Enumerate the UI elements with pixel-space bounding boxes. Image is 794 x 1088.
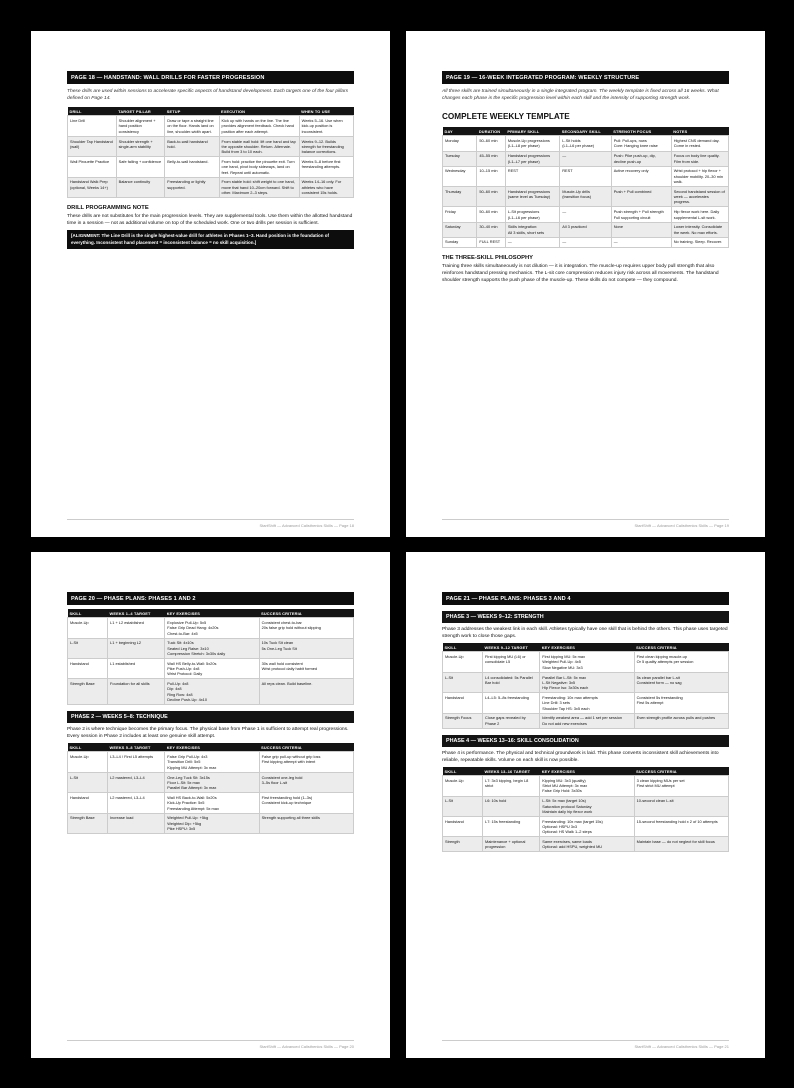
table-cell: Wall HS Belly-to-Wall: 5x20s Pike Push-Up: 4x8 Wrist Protocol: Daily	[165, 658, 259, 678]
table-cell: Muscle-Up progressions (L1–L8 per phase)	[505, 136, 559, 151]
table-cell: Freestanding: 10x max (target 15s) Optional: HSPU 3x3 Optional: HS Walk 1–2 steps	[540, 816, 634, 836]
table-cell: From stable wall hold: lift one hand and tap the opposite shoulder. Return. Alternate. Build from 3 to 10 each.	[219, 136, 299, 156]
table-cell: Muscle-Up	[443, 776, 483, 796]
table-cell: Focus on body line quality. Film from side.	[671, 151, 728, 166]
table-cell: Same exercises, same loads Optional: add HSPU, weighted MU	[540, 837, 634, 852]
document-page-21	[406, 552, 765, 1058]
table-cell: Highest CNS demand day. Come in rested.	[671, 136, 728, 151]
table-cell: FULL REST	[477, 237, 506, 247]
table-cell: All reps clean. Build baseline.	[259, 679, 353, 705]
table-cell: No training. Sleep. Recover.	[671, 237, 728, 247]
table-cell: Muscle-Up drills (transition focus)	[560, 187, 611, 207]
table-cell: Strength Focus	[443, 713, 483, 728]
page-title: PAGE 18 — HANDSTAND: WALL DRILLS FOR FASTER PROGRESSION	[67, 71, 354, 84]
table-cell: Muscle-Up	[68, 752, 108, 772]
table-cell: L-Sit progressions (L1–L6 per phase)	[505, 207, 559, 222]
table-cell: —	[560, 237, 611, 247]
phase3-body: Phase 3 addresses the weakest link in each skill. Athletes typically have one skill that is behind the others. This phase uses targeted strength work to close those gaps.	[442, 627, 728, 640]
table-row	[443, 816, 729, 836]
table-cell: 50–60 min	[477, 136, 506, 151]
table-cell: Handstand	[443, 693, 483, 713]
table-cell: Tuesday	[443, 151, 477, 166]
table-cell: 30–40 min	[477, 222, 506, 237]
table-cell: REST	[560, 166, 611, 186]
table-cell: Shoulder Tap Handstand (wall)	[68, 136, 117, 156]
alignment-callout: [ALIGNMENT: The Line Drill is the single highest-value drill for athletes in Phases 1–3. Hand position is the foundation of everything. Inconsistent hand placement = inconsistent balance = no skill acquisition.]	[67, 230, 354, 249]
table-cell: L-Sit holds (L1–L6 per phase)	[560, 136, 611, 151]
column-header: NOTES	[671, 127, 728, 136]
table-cell: Push strength + Pull strength Full supporting circuit	[611, 207, 671, 222]
table-cell: Balance continuity	[116, 177, 165, 197]
table-row	[443, 796, 729, 816]
table-cell: Foundation for all skills	[108, 679, 165, 705]
table-row	[443, 776, 729, 796]
column-header: WEEKS 5–8 TARGET	[108, 743, 165, 752]
table-cell: Muscle-Up	[443, 652, 483, 672]
table-cell: Lower intensity. Consolidate the week. No max efforts.	[671, 222, 728, 237]
table-cell: False Grip Pull-Up: 4x3 Transition Drill: 5x5 Kipping MU Attempt: 3x max	[165, 752, 259, 772]
table-cell: Skills integration: All 3 skills, short sets	[505, 222, 559, 237]
table-cell: Belly-to-wall handstand.	[165, 157, 219, 177]
table-cell: L7: 15s freestanding	[483, 816, 540, 836]
template-heading: COMPLETE WEEKLY TEMPLATE	[442, 112, 570, 122]
table-cell: 10–15 min	[477, 166, 506, 186]
column-header: WHEN TO USE	[299, 107, 353, 116]
column-header: KEY EXERCISES	[540, 643, 634, 652]
column-header: KEY EXERCISES	[540, 767, 634, 776]
column-header: SKILL	[68, 609, 108, 618]
table-cell: 5s clean parallel bar L-sit Consistent form — no sag	[634, 672, 728, 692]
table-cell: Freestanding: 10x max attempts Line Drill: 3 sets Shoulder Tap HS: 3x5 each	[540, 693, 634, 713]
table-row	[443, 187, 729, 207]
table-row	[443, 222, 729, 237]
table-cell: Handstand	[68, 793, 108, 813]
table-cell: Explosive Pull-Up: 5x5 False Grip Dead Hang: 4x20s Chest-to-Bar: 4x5	[165, 618, 259, 638]
table-cell: L4 consolidated: 5s Parallel Bar hold	[483, 672, 540, 692]
table-row	[443, 136, 729, 151]
table-cell: Weighted Pull-Up: +5kg Weighted Dip: +5kg Pike HSPU: 3x5	[165, 813, 259, 833]
table-cell: Handstand	[68, 658, 108, 678]
table-row	[443, 166, 729, 186]
section-body: Training three skills simultaneously is not dilution — it is integration. The muscle-up requires upper body pull strength that also reinforces handstand pressing mechanics. The L-sit core compression reduces injury risk across all movements. The handstand shoulder strength supports the push phase of the muscle-up. These skills do not compete — they compound.	[442, 263, 719, 283]
table-cell: Thursday	[443, 187, 477, 207]
document-page-20	[31, 552, 390, 1058]
page-title: PAGE 20 — PHASE PLANS: PHASES 1 AND 2	[67, 592, 354, 605]
table-cell: Back-to-wall handstand hold.	[165, 136, 219, 156]
table-cell: First clean kipping muscle-up Or 5 quality attempts per session	[634, 652, 728, 672]
table-row	[443, 672, 729, 692]
table-cell: L2 mastered, L3–L4	[108, 793, 165, 813]
column-header: SUCCESS CRITERIA	[634, 643, 728, 652]
table-header-row	[68, 609, 354, 618]
table-cell: —	[560, 151, 611, 166]
table-cell: Consistent one-leg hold 3–5s floor L-sit	[259, 772, 353, 792]
table-header-row	[443, 643, 729, 652]
table-cell: Strength	[443, 837, 483, 852]
table-cell: Wall HS Back-to-Wall: 5x20s Kick-Up Practice: 5x5 Freestanding Attempt: 5x max	[165, 793, 259, 813]
table-cell: L1 established	[108, 658, 165, 678]
column-header: SKILL	[443, 767, 483, 776]
table-row	[68, 157, 354, 177]
table-cell: Shoulder alignment + hand position consistency	[116, 116, 165, 136]
table-cell: —	[611, 237, 671, 247]
table-cell: Strength supporting all three skills	[259, 813, 353, 833]
table-cell: L-Sit	[443, 672, 483, 692]
table-cell: Push + Pull combined	[611, 187, 671, 207]
table-cell: L6: 10s hold	[483, 796, 540, 816]
table-cell: Maintain base — do not neglect for skill focus	[634, 837, 728, 852]
table-cell: Weeks 5–8 before first freestanding attempts.	[299, 157, 353, 177]
table-cell: L4–L5: 5–8s freestanding	[483, 693, 540, 713]
table-row	[68, 116, 354, 136]
table-cell: Monday	[443, 136, 477, 151]
table-cell: None	[611, 222, 671, 237]
column-header: SKILL	[68, 743, 108, 752]
table-row	[68, 813, 354, 833]
table-cell: All 3 practiced	[560, 222, 611, 237]
table-cell: Wall Pirouette Practice	[68, 157, 117, 177]
table-row	[443, 207, 729, 222]
table-header-row	[68, 743, 354, 752]
table-row	[68, 177, 354, 197]
document-page-19	[406, 31, 765, 537]
table-row	[68, 772, 354, 792]
column-header: SUCCESS CRITERIA	[259, 743, 353, 752]
table-cell: Weeks 14–16 only. For athletes who have consistent 15s holds.	[299, 177, 353, 197]
column-header: SUCCESS CRITERIA	[634, 767, 728, 776]
table-cell: L1 + beginning L2	[108, 638, 165, 658]
table-row	[68, 618, 354, 638]
table-cell: REST	[505, 166, 559, 186]
table-cell: L3–L4 / First L5 attempts	[108, 752, 165, 772]
table-cell: First freestanding hold (1–3s) Consistent kick-up technique	[259, 793, 353, 813]
phase1-table	[67, 609, 354, 705]
table-cell: Muscle-Up	[68, 618, 108, 638]
column-header: DRILL	[68, 107, 117, 116]
table-cell: Saturday	[443, 222, 477, 237]
table-cell: Push: Pike push-up, dip, decline push-up	[611, 151, 671, 166]
table-row	[443, 237, 729, 247]
table-row	[68, 638, 354, 658]
table-cell: First kipping MU (L6) or consolidate L5	[483, 652, 540, 672]
table-cell: Weeks 9–12. Builds strength for freestanding balance corrections.	[299, 136, 353, 156]
table-cell: From stable hold: shift weight to one hand, move that hand 10–20cm forward. Shift to other. Maximum 2–3 steps.	[219, 177, 299, 197]
table-cell: —	[505, 237, 559, 247]
table-row	[68, 793, 354, 813]
table-header-row	[443, 127, 729, 136]
page-intro: These drills are used within sessions to accelerate specific aspects of handstand development. Each targets one of the four pillars defined on Page 14.	[67, 89, 349, 102]
column-header: DURATION	[477, 127, 506, 136]
table-header-row	[68, 107, 354, 116]
table-cell: Wrist protocol + hip flexor + shoulder mobility. 20–30 min walk.	[671, 166, 728, 186]
column-header: TARGET PILLAR	[116, 107, 165, 116]
drills-table	[67, 107, 354, 198]
column-header: SETUP	[165, 107, 219, 116]
table-cell: Handstand progressions (same level as Tuesday)	[505, 187, 559, 207]
table-cell: Wednesday	[443, 166, 477, 186]
table-row	[443, 151, 729, 166]
phase3-heading: PHASE 3 — WEEKS 9–12: STRENGTH	[442, 611, 729, 623]
table-cell: Consistent 5s freestanding First 5s attempt	[634, 693, 728, 713]
phase4-heading: PHASE 4 — WEEKS 13–16: SKILL CONSOLIDATION	[442, 735, 729, 747]
table-row	[68, 679, 354, 705]
table-cell: 45–55 min	[477, 151, 506, 166]
table-cell: 30s wall hold consistent Wrist protocol daily habit formed	[259, 658, 353, 678]
table-cell: Handstand progressions (L1–L7 per phase)	[505, 151, 559, 166]
table-cell: L7: 3x3 kipping, begin L8 strict	[483, 776, 540, 796]
table-cell: Hip flexor work here. Daily supplemental L-sit work.	[671, 207, 728, 222]
table-row	[443, 837, 729, 852]
table-cell: Even strength profile across pulls and pushes	[634, 713, 728, 728]
table-cell: L-Sit	[68, 638, 108, 658]
table-row	[68, 658, 354, 678]
column-header: PRIMARY SKILL	[505, 127, 559, 136]
table-cell: Consistent chest-to-bar 20s false grip hold without slipping	[259, 618, 353, 638]
table-cell: One-Leg Tuck Sit: 3x15s Floor L-Sit: 5x max Parallel Bar Attempt: 3x max	[165, 772, 259, 792]
phase2-table	[67, 743, 354, 834]
table-row	[443, 693, 729, 713]
table-cell: 15-second freestanding hold x 2 of 10 attempts	[634, 816, 728, 836]
table-cell: 10s Tuck Sit clean 5s One-Leg Tuck Sit	[259, 638, 353, 658]
column-header: WEEKS 1–4 TARGET	[108, 609, 165, 618]
table-cell: L-Sit	[68, 772, 108, 792]
table-cell: Strength Base	[68, 679, 108, 705]
column-header: WEEKS 13–16 TARGET	[483, 767, 540, 776]
table-cell: Pull-Up: 4x8 Dip: 4x8 Ring Row: 4x8 Decline Push-Up: 4x10	[165, 679, 259, 705]
table-cell: Sunday	[443, 237, 477, 247]
page-footer: StartShift — Advanced Calisthenics Skills — Page 19	[442, 519, 729, 528]
table-cell: Parallel Bar L-Sit: 5x max L-Sit Negative: 3x5 Hip Flexor Iso: 3x30s each	[540, 672, 634, 692]
table-cell: L-Sit	[443, 796, 483, 816]
page-footer: StartShift — Advanced Calisthenics Skills — Page 20	[67, 1040, 354, 1049]
table-cell: Shoulder strength + single-arm stability	[116, 136, 165, 156]
document-page-18	[31, 31, 390, 537]
table-cell: Pull: Pull-ups, rows Core: Hanging knee raise	[611, 136, 671, 151]
table-cell: From hold: practice the pirouette exit. Turn one hand, pivot body sideways, land on feet. Repeat until automatic.	[219, 157, 299, 177]
column-header: DAY	[443, 127, 477, 136]
phase2-heading: PHASE 2 — WEEKS 5–8: TECHNIQUE	[67, 711, 354, 723]
table-cell: Tuck Sit: 4x10s Seated Leg Raise: 3x10 Compression Stretch: 3x30s daily	[165, 638, 259, 658]
table-cell: 10-second clean L-sit	[634, 796, 728, 816]
table-row	[68, 752, 354, 772]
phase2-body: Phase 2 is where technique becomes the primary focus. The physical base from Phase 1 is sufficient to attempt real progressions. Every session in Phase 2 includes at least one genuine skill attempt.	[67, 727, 349, 740]
table-cell: Maintenance + optional progression	[483, 837, 540, 852]
phase4-table	[442, 767, 729, 852]
phase4-body: Phase 4 is performance. The physical and technical groundwork is laid. This phase converts inconsistent skill achievements into reliable, repeatable skills. Volume on each skill is now possible.	[442, 750, 719, 763]
table-cell: Close gaps revealed by Phase 2	[483, 713, 540, 728]
table-cell: —	[560, 207, 611, 222]
column-header: EXECUTION	[219, 107, 299, 116]
table-cell: False grip pull-up without grip loss First kipping attempt with intent	[259, 752, 353, 772]
column-header: SKILL	[443, 643, 483, 652]
table-cell: Identify weakest area — add 1 set per session Do not add new exercises	[540, 713, 634, 728]
table-cell: 50–60 min	[477, 187, 506, 207]
table-cell: Draw or tape a straight line on the floor. Hands land on line, shoulder-width apart.	[165, 116, 219, 136]
section-heading: THE THREE-SKILL PHILOSOPHY	[442, 254, 534, 261]
table-cell: Line Drill	[68, 116, 117, 136]
column-header: KEY EXERCISES	[165, 609, 259, 618]
table-cell: Freestanding or lightly supported.	[165, 177, 219, 197]
table-cell: L2 mastered, L3–L4	[108, 772, 165, 792]
table-cell: Safe falling + confidence	[116, 157, 165, 177]
table-cell: Handstand Walk Prep (optional, Weeks 14+)	[68, 177, 117, 197]
table-cell: L1 + L2 established	[108, 618, 165, 638]
page-intro: All three skills are trained simultaneously in a single integrated program. The weekly template is fixed across all 16 weeks. What changes each phase is the specific progression level within each skill and the intensity of supporting strength work.	[442, 89, 719, 102]
page-title: PAGE 19 — 16-WEEK INTEGRATED PROGRAM: WEEKLY STRUCTURE	[442, 71, 729, 84]
table-cell: 50–60 min	[477, 207, 506, 222]
table-cell: Increase load	[108, 813, 165, 833]
table-cell: Handstand	[443, 816, 483, 836]
table-cell: Active recovery only	[611, 166, 671, 186]
column-header: SECONDARY SKILL	[560, 127, 611, 136]
table-cell: Kick up with hands on the line. The line provides alignment feedback. Check hand position after each attempt.	[219, 116, 299, 136]
page-title: PAGE 21 — PHASE PLANS: PHASES 3 AND 4	[442, 592, 729, 605]
table-row	[443, 713, 729, 728]
table-cell: Second handstand session of week — accelerates progress.	[671, 187, 728, 207]
column-header: SUCCESS CRITERIA	[259, 609, 353, 618]
table-row	[68, 136, 354, 156]
table-cell: Kipping MU: 3x3 (quality) Strict MU Attempt: 3x max False Grip Hold: 3x30s	[540, 776, 634, 796]
column-header: WEEKS 9–12 TARGET	[483, 643, 540, 652]
phase3-table	[442, 643, 729, 728]
page-footer: StartShift — Advanced Calisthenics Skills — Page 21	[442, 1040, 729, 1049]
table-cell: Friday	[443, 207, 477, 222]
table-cell: L-Sit: 5x max (target 10s) Saturation protocol Saturday Maintain daily hip flexor work	[540, 796, 634, 816]
section-body: These drills are not substitutes for the main progression levels. They are supplemental tools. Use them within the allotted handstand time in a session — not as additional volume on top of the scheduled work. One or two drills per session is sufficient.	[67, 213, 353, 227]
table-cell: First kipping MU: 5x max Weighted Pull-Up: 4x5 Slow Negative MU: 3x3	[540, 652, 634, 672]
table-cell: Weeks 5–16. Use when kick-up position is inconsistent.	[299, 116, 353, 136]
page-footer: StartShift — Advanced Calisthenics Skills — Page 18	[67, 519, 354, 528]
column-header: STRENGTH FOCUS	[611, 127, 671, 136]
table-row	[443, 652, 729, 672]
table-cell: 3 clean kipping MUs per set First strict MU attempt	[634, 776, 728, 796]
table-cell: Strength Base	[68, 813, 108, 833]
section-heading: DRILL PROGRAMMING NOTE	[67, 204, 149, 211]
table-header-row	[443, 767, 729, 776]
column-header: KEY EXERCISES	[165, 743, 259, 752]
weekly-template-table	[442, 127, 729, 247]
